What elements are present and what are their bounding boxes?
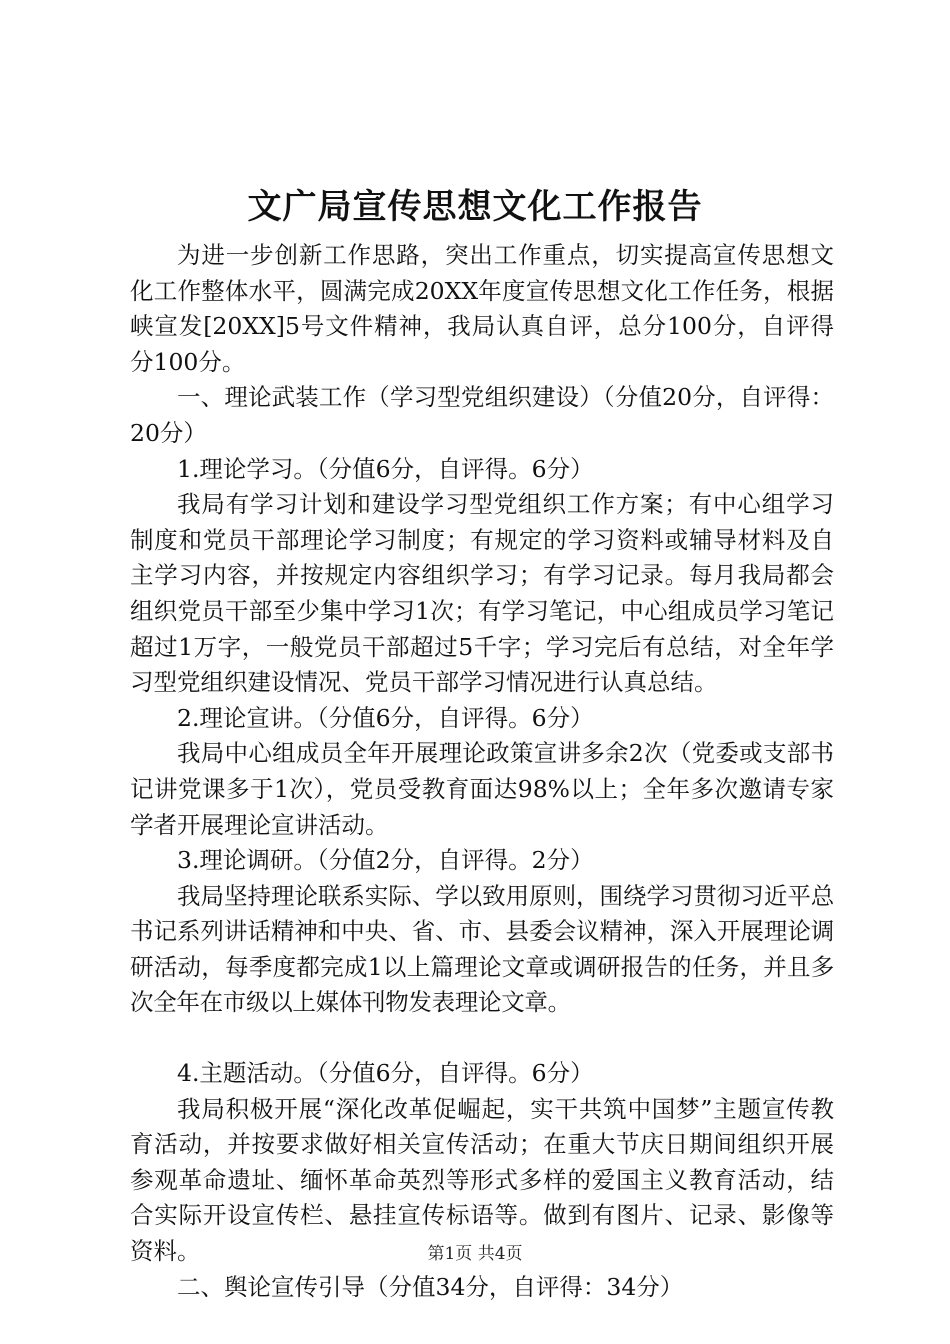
paragraph-spacer [130,1021,834,1056]
subheading-1-4: 4.主题活动。（分值6分，自评得。6分） [177,1059,594,1088]
paragraph-1-3: 我局坚持理论联系实际、学以致用原则，围绕学习贯彻习近平总书记系列讲话精神和中央、省、市、县委会议精神，深入开展理论调研活动，每季度都完成1以上篇理论文章或调研报告的任务，并且多次全年在市级以上媒体刊物发表理论文章。 [130,881,834,1017]
section-heading-2: 二、舆论宣传引导（分值34分，自评得：34分） [177,1272,684,1301]
section-heading-1: 一、理论武装工作（学习型党组织建设）（分值20分，自评得：20分） [130,383,834,447]
paragraph-1-4: 我局积极开展“深化改革促崛起，实干共筑中国梦”主题宣传教育活动，并按要求做好相关宣传活动；在重大节庆日期间组织开展参观革命遗址、缅怀革命英烈等形式多样的爱国主义教育活动，结合实际开设宣传栏、悬挂宣传标语等。做到有图片、记录、影像等资料。 [130,1094,834,1266]
paragraph-1-1: 我局有学习计划和建设学习型党组织工作方案；有中心组学习制度和党员干部理论学习制度；有规定的学习资料或辅导材料及自主学习内容，并按规定内容组织学习；有学习记录。每月我局都会组织党员干部至少集中学习1次；有学习笔记，中心组成员学习笔记超过1万字，一般党员干部超过5千字；学习完后有总结，对全年学习型党组织建设情况、党员干部学习情况进行认真总结。 [130,490,834,697]
document-body [130,238,834,1305]
paragraph-1-2: 我局中心组成员全年开展理论政策宣讲多余2次（党委或支部书记讲党课多于1次），党员受教育面达98%以上；全年多次邀请专家学者开展理论宣讲活动。 [130,739,834,839]
subheading-1-1: 1.理论学习。（分值6分，自评得。6分） [177,454,594,483]
document-title: 文广局宣传思想文化工作报告 [247,187,703,227]
subheading-1-2: 2.理论宣讲。（分值6分，自评得。6分） [177,703,594,732]
paragraph-intro: 为进一步创新工作思路，突出工作重点，切实提高宣传思想文化工作整体水平，圆满完成20XX年度宣传思想文化工作任务，根据峡宣发[20XX]5号文件精神，我局认真自评，总分100分，自评得分100分。 [130,241,834,376]
page-number-footer: 第1页 共4页 [427,1244,523,1264]
subheading-1-3: 3.理论调研。（分值2分，自评得。2分） [177,846,594,875]
